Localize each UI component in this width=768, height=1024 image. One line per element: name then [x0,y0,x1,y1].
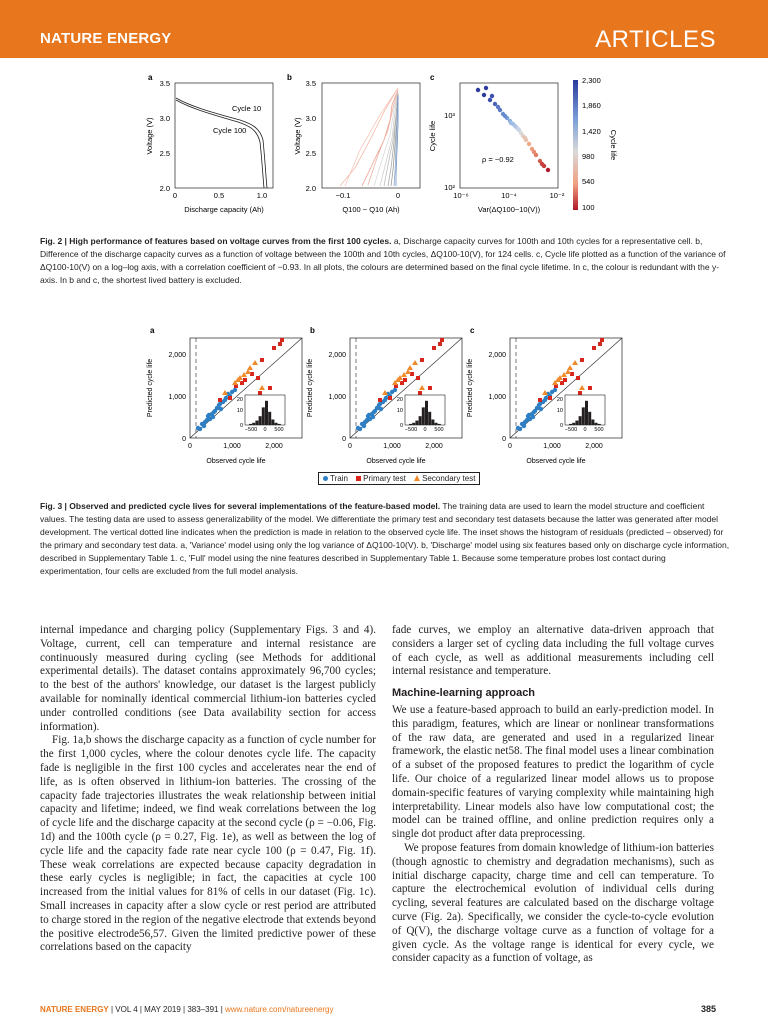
fig2-panel-c [428,73,565,214]
inset-bar [435,423,438,425]
fig2-b-ylabel: Voltage (V) [293,117,302,155]
rho-annotation: ρ = −0.92 [482,155,514,164]
train-point [205,418,209,422]
inset-bar [419,416,422,425]
train-point [198,427,202,431]
header-bar [0,0,768,58]
fig2-a-ytick: 3.0 [159,114,170,123]
primary-test-point [440,338,444,342]
train-point [362,424,366,428]
cycle-life-point [540,162,544,166]
inset-ytick: 0 [239,423,243,429]
cycle-life-point [503,114,507,118]
secondary-test-point [252,360,258,365]
train-point [527,413,531,417]
train-point [537,403,541,407]
inset-bar [591,420,594,426]
fig3-panel-label: b [310,326,315,335]
fig2-panel-a [145,73,273,214]
train-point [223,398,227,402]
inset-xtick: −500 [404,427,418,433]
fig2-a-ytick: 2.5 [159,149,170,158]
train-point [553,388,557,392]
fig3-ytick: 1,000 [328,394,346,401]
fig3-xtick: 0 [348,443,352,450]
body-paragraph: Fig. 1a,b shows the discharge capacity as a function of cycle number for the first 1,000 cycles, where the colour denotes cycle life. The capacity fade is negligible in the first 100 cycles and accelerates near the end of life, as is often observed in lithium-ion batteries. The crossing of the capacity fade trajectories illustrates the weak relationship between initial capacity and lifetime; indeed, we find weak correlations between the log of cycle life and the discharge capacity at the second cycle (ρ = −0.06, Fig. 1d) and the 100th cycle (ρ = 0.27, Fig. 1e), as well as between the log of cycle life and the capacity fade rate near cycle 100 (ρ = 0.47, Fig. 1f). These weak correlations are expected because capacity degradation in these early cycles is negligible; in fact, the capacities at cycle 100 increased from the initial values for 81% of cells in our dataset (Fig. 1c). Small increases in capacity after a slow cycle or rest period are attributed to charge stored in the region of the negative electrode that extends beyond the positive electrode56,57. Given the limited predictive power of these correlations based on the capacity [40,734,376,954]
inset-bar [265,401,268,425]
train-point [207,413,211,417]
inset-xtick: 0 [263,427,267,433]
train-point [522,424,526,428]
inset-bar [249,424,252,425]
primary-test-point [588,386,592,390]
secondary-test-point [259,385,265,390]
inset-bar [598,424,601,425]
primary-test-point [268,386,272,390]
primary-test-point [256,376,260,380]
fig3-ylabel: Predicted cycle life [307,358,314,418]
cycle-life-point [496,105,500,109]
body-paragraph: We propose features from domain knowledge of lithium-ion batteries (though agnostic to chemistry and degradation mechanisms), such as initial discharge capacity, charge time and cell can temperature. To capture the electrochemical evolution of individual cells during cycling, several features are calculated based on the discharge voltage curve (Fig. 2a). Specifically, we consider the cycle-to-cycle evolution of Q(V), the discharge voltage curve as a function of voltage for a given cycle. As the voltage range is identical for every cycle, we consider capacity as a function of voltage, as [392,841,714,965]
fig2-a-xtick: 0.5 [213,191,225,200]
legend-primary-marker [356,476,361,481]
secondary-test-point [579,385,585,390]
train-point [377,403,381,407]
fig2-a-xlabel: Discharge capacity (Ah) [184,205,264,214]
fig2-c-ytick: 10³ [444,111,455,120]
train-point [539,407,543,411]
fig3-xlabel: Observed cycle life [206,458,266,465]
legend-train: Train [330,474,348,483]
train-point [383,398,387,402]
legend-train-marker [323,476,328,481]
train-point [371,415,375,419]
fig3-panel-a [147,326,302,465]
colorbar-tick: 100 [582,203,595,212]
inset-bar [585,401,588,425]
inset-ytick: 10 [236,408,243,414]
fig2-caption-head: Fig. 2 | High performance of features based on voltage curves from the first 100 cycles. [40,236,392,246]
journal-name: NATURE ENERGY [40,30,172,47]
inset-xtick: 0 [423,427,427,433]
inset-ytick: 20 [236,397,243,403]
inset-bar [595,423,598,425]
cycle-life-point [523,136,527,140]
fig3-panel-b [307,326,462,465]
inset-xtick: 0 [583,427,587,433]
fig3-ytick: 2,000 [488,352,506,359]
colorbar-title: Cycle life [609,129,618,161]
legend-secondary: Secondary test [422,474,476,483]
fig3-legend [318,472,480,485]
inset-bar [262,407,265,425]
primary-test-point [538,398,542,402]
fig3-ytick: 0 [182,436,186,443]
primary-test-point [280,338,284,342]
body-left-column [40,624,376,955]
secondary-test-point [419,385,425,390]
fig2-b-ytick: 2.5 [305,149,316,158]
cycle-life-point [532,150,536,154]
delta-q-curves [340,88,398,186]
fig2-b-xtick: 0 [395,191,401,200]
fig2-b-ytick: 2.0 [305,184,316,193]
fig3-xtick: 1,000 [223,443,241,450]
inset-ytick: 10 [556,408,563,414]
primary-test-point [600,338,604,342]
train-point [379,407,383,411]
fig2-b-label: b [287,73,292,82]
section-heading: Machine-learning approach [392,687,536,700]
fig2-c-label: c [430,73,435,82]
cycle-life-point [482,93,486,97]
inset-bar [438,424,441,425]
fig2-a-xtick: 0 [172,191,178,200]
inset-bar [422,407,425,425]
primary-test-point [260,358,264,362]
legend-primary: Primary test [363,474,406,483]
cycle-life-point [484,86,488,90]
colorbar-tick: 540 [582,177,595,186]
train-point [543,398,547,402]
inset-bar [428,412,431,425]
primary-test-point [378,398,382,402]
inset-ytick: 20 [396,397,403,403]
inset-bar [278,424,281,425]
body-right-column [392,624,714,966]
inset-bar [588,412,591,425]
inset-bar [268,412,271,425]
page-number: 385 [700,1004,716,1014]
fig3-panel-c [467,326,622,465]
fig3-xlabel: Observed cycle life [366,458,426,465]
cycle-life-point [476,88,480,92]
body-paragraph: We use a feature-based approach to build an early-prediction model. In this paradigm, features, which are linear or nonlinear transformations of the raw data, are generated and used in a regularized linear framework, the elastic net58. The final model uses a linear combination of a subset of the proposed features to predict the logarithm of cycle life. Our choice of a regularized linear model allows us to propose domain-specific features of varying complexity while maintaining high interpretability. Linear models also have low computational cost; the model can be trained offline, and online prediction requires only a single dot product after data preprocessing. [392,703,714,841]
fig2-b-xtick: −0.1 [335,191,351,200]
train-point [531,415,535,419]
fig3-xtick: 0 [188,443,192,450]
colorbar-tick: 1,860 [582,101,601,110]
fig3-xtick: 2,000 [425,443,443,450]
fig2-c-ytick: 10² [444,183,455,192]
fig3-xtick: 1,000 [543,443,561,450]
primary-test-point [258,391,262,395]
primary-test-point [598,342,602,346]
fig2-c-xtick: 10⁻² [549,191,565,200]
body-paragraph: internal impedance and charging policy (Supplementary Figs. 3 and 4). Voltage, current, cell can temperature and internal resistance are continuously measured during cycling (see Methods for additional experimental details). The dataset contains approximately 96,700 cycles; to the best of the authors' knowledge, our dataset is the largest publicly available for nominally identical commercial lithium-ion batteries cycled under controlled conditions (see Data availability section for access information). [40,624,376,733]
secondary-test-point [572,360,578,365]
inset-bar [255,421,258,425]
train-point [233,388,237,392]
fig3-panel-label: a [150,326,155,335]
primary-test-point [388,396,392,400]
fig2-a-ytick: 3.5 [159,79,170,88]
fig2-a-label: a [148,73,153,82]
page-footer [40,1005,334,1014]
inset-xtick: 500 [594,427,604,433]
primary-test-point [548,396,552,400]
train-point [219,407,223,411]
fig3-ytick: 0 [502,436,506,443]
primary-test-point [438,342,442,346]
train-point [358,427,362,431]
train-point [365,418,369,422]
cycle-10-annotation: Cycle 10 [232,104,262,113]
fig3-ytick: 1,000 [168,394,186,401]
primary-test-point [418,391,422,395]
train-point [217,403,221,407]
cycle-life-point [490,94,494,98]
inset-bar [431,420,434,426]
inset-ytick: 10 [396,408,403,414]
primary-test-point [432,346,436,350]
fig2-c-xtick: 10⁻⁴ [501,191,517,200]
fig2-a-ylabel: Voltage (V) [145,117,154,155]
train-point [518,427,522,431]
fig3-ylabel: Predicted cycle life [467,358,474,418]
inset-bar [582,407,585,425]
inset-xtick: −500 [564,427,578,433]
inset-ytick: 0 [559,423,563,429]
inset-bar [572,423,575,425]
primary-test-point [278,342,282,346]
section-title: ARTICLES [595,26,716,53]
primary-test-point [228,396,232,400]
fig2-caption [40,235,730,287]
colorbar-tick: 2,300 [582,76,601,85]
train-point [211,415,215,419]
fig2-b-ytick: 3.0 [305,114,316,123]
inset-xtick: 500 [434,427,444,433]
primary-test-point [218,398,222,402]
train-point [202,424,206,428]
cycle-life-point [546,168,550,172]
fig3-xlabel: Observed cycle life [526,458,586,465]
fig3-caption-body: The training data are used to learn the model structure and coefficient values. The testing data are used to assess generalizability of the model. We differentiate the primary test and secondary test datasets because the latter was generated after model development. The vertical dotted line indicates when the prediction is made in relation to the observed cycle life. The inset shows the histogram of residuals (predicted – observed) for the primary and secondary test data. a, 'Variance' model using only the log variance of ΔQ100-10(V). b, 'Discharge' model using six features based only on discharge cycle information, described in Supplementary Table 1. c, 'Full' model using the nine features described in Supplementary Table 1. Because some temperature probes lost contact during experimentation, four cells are excluded from the full model analysis. [40,501,730,576]
primary-test-point [420,358,424,362]
body-paragraph: fade curves, we employ an alternative data-driven approach that considers a larger set of cycling data including the full voltage curves of each cycle, as well as additional measurements including cell internal resistance and temperature. [392,624,714,678]
fig2-c-xlabel: Var(ΔQ100−10(V)) [477,205,541,214]
cycle-life-point [527,142,531,146]
fig3-xtick: 1,000 [383,443,401,450]
fig3-ytick: 2,000 [328,352,346,359]
cycle-life-point [488,98,492,102]
footer-url[interactable]: www.nature.com/natureenergy [225,1005,334,1014]
inset-bar [575,421,578,425]
train-point [212,410,216,414]
primary-test-point [428,386,432,390]
fig3-panel-label: c [470,326,475,335]
cycle-100-annotation: Cycle 100 [213,126,247,135]
fig3-ytick: 2,000 [168,352,186,359]
inset-bar [415,421,418,425]
inset-bar [409,424,412,425]
fig2-c-xtick: 10⁻⁶ [453,191,469,200]
fig2-a-ytick: 2.0 [159,184,170,193]
fig2-b-frame [322,83,420,188]
fig3-caption [40,500,730,578]
train-point [532,410,536,414]
inset-bar [252,423,255,425]
fig3-xtick: 2,000 [265,443,283,450]
primary-test-point [576,376,580,380]
colorbar-gradient [573,80,578,210]
inset-ytick: 20 [556,397,563,403]
fig2-a-frame [175,83,273,188]
primary-test-point [272,346,276,350]
footer-info: | VOL 4 | MAY 2019 | 383–391 | [108,1005,225,1014]
inset-bar [412,423,415,425]
inset-bar [569,424,572,425]
inset-xtick: −500 [244,427,258,433]
colorbar [573,76,618,212]
inset-xtick: 500 [274,427,284,433]
inset-ytick: 0 [399,423,403,429]
fig2-b-xlabel: Q100 − Q10 (Ah) [342,205,400,214]
fig2-b-ytick: 3.5 [305,79,316,88]
colorbar-tick: 980 [582,152,595,161]
figure-2 [0,66,768,226]
fig3-xtick: 0 [508,443,512,450]
secondary-test-point [412,360,418,365]
fig3-xtick: 2,000 [585,443,603,450]
footer-journal: NATURE ENERGY [40,1005,109,1014]
fig2-panel-b [287,73,420,214]
train-point [367,413,371,417]
train-point [525,418,529,422]
primary-test-point [592,346,596,350]
inset-bar [425,401,428,425]
cycle-100-curve [176,100,264,188]
cycle-life-point [513,124,517,128]
inset-bar [271,420,274,426]
primary-test-point [580,358,584,362]
train-point [372,410,376,414]
fig3-ytick: 0 [342,436,346,443]
fig2-a-xtick: 1.0 [256,191,268,200]
legend-secondary-marker [414,475,420,481]
inset-bar [579,416,582,425]
fig2-caption-body: a, Discharge capacity curves for 100th and 10th cycles for a representative cell. b, Difference of the discharge capacity curves as a function of voltage between the 100th and 10th cycles, ΔQ100-10(V), for 124 cells. c, Cycle life plotted as a function of the variance of ΔQ100-10(V) on a log–log axis, with a correlation coefficient of −0.93. In all plots, the colours are determined based on the final cycle lifetime. In c, the colour is redundant with the y-axis. In b and c, the shortest lived battery is excluded. [40,236,726,285]
figure-3 [0,320,768,490]
fig2-c-frame [460,83,558,188]
inset-bar [259,416,262,425]
fig3-ylabel: Predicted cycle life [147,358,154,418]
primary-test-point [416,376,420,380]
primary-test-point [578,391,582,395]
fig3-ytick: 1,000 [488,394,506,401]
inset-bar [275,423,278,425]
fig2-c-ylabel: Cycle life [428,120,437,152]
cycle-life-point [509,121,513,125]
fig3-caption-head: Fig. 3 | Observed and predicted cycle lives for several implementations of the feature-based model. [40,501,441,511]
train-point [393,388,397,392]
colorbar-tick: 1,420 [582,127,601,136]
